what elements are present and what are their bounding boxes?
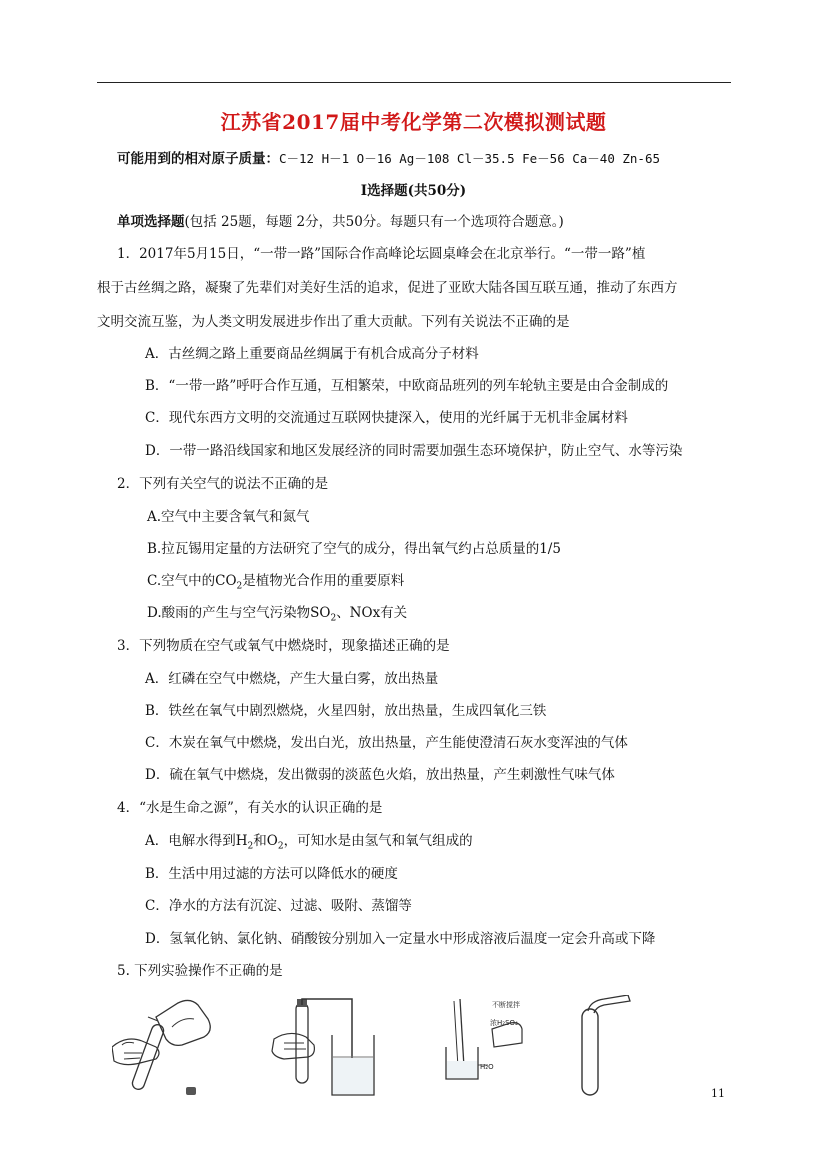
q2-option-d xyxy=(147,604,407,628)
q3-stem: 3．下列物质在空气或氧气中燃烧时，现象描述正确的是 xyxy=(117,638,450,654)
q3-option-a: A．红磷在空气中燃烧，产生大量白雾，放出热量 xyxy=(145,671,439,687)
q1-option-b: B．“一带一路”呼吁合作互通，互相繁荣，中欧商品班列的列车轮轨主要是由合金制成的 xyxy=(145,378,669,394)
page-number: 11 xyxy=(711,1087,725,1100)
q1-option-d: D．一带一路沿线国家和地区发展经济的同时需要加强生态环境保护，防止空气、水等污染 xyxy=(145,443,683,459)
q4-a-text-3: ，可知水是由氢气和氧气组成的 xyxy=(283,833,473,849)
q4-a-text-2: 和O xyxy=(253,833,278,849)
q4-option-d: D．氢氧化钠、氯化钠、硝酸铵分别加入一定量水中形成溶液后温度一定会升高或下降 xyxy=(145,931,656,947)
q5-stem: 5. 下列实验操作不正确的是 xyxy=(117,963,283,979)
atomic-mass-values: C－12 H－1 O－16 Ag－108 Cl－35.5 Fe－56 Ca－40 Zn-65 xyxy=(279,151,661,166)
q4-option-c: C．净水的方法有沉淀、过滤、吸附、蒸馏等 xyxy=(145,898,412,914)
label-acid: 浓H₂SO₄ xyxy=(490,1019,518,1027)
q1-option-c: C．现代东西方文明的交流通过互联网快捷深入，使用的光纤属于无机非金属材料 xyxy=(145,410,628,426)
atomic-mass-label: 可能用到的相对原子质量： xyxy=(117,151,279,167)
header-rule xyxy=(97,82,731,83)
q4-option-b: B．生活中用过滤的方法可以降低水的硬度 xyxy=(145,866,398,882)
q2-d-sub: 2 xyxy=(330,613,337,624)
page-title: 江苏省2017届中考化学第二次模拟测试题 xyxy=(220,110,607,134)
q2-stem: 2．下列有关空气的说法不正确的是 xyxy=(117,476,329,492)
fig-diluting-acid xyxy=(432,995,547,1105)
q2-option-a: A.空气中主要含氧气和氮气 xyxy=(147,509,310,525)
q4-option-a xyxy=(145,832,473,856)
fig-test-tube-heating xyxy=(570,995,650,1105)
q1-stem-line2: 根于古丝绸之路，凝聚了先辈们对美好生活的追求，促进了亚欧大陆各国互联互通，推动了东西方 xyxy=(97,280,678,296)
q1-option-a: A．古丝绸之路上重要商品丝绸属于有机合成高分子材料 xyxy=(145,346,479,362)
label-stir: 不断搅拌 xyxy=(492,1001,520,1009)
q4-a-sub2: 2 xyxy=(277,841,284,852)
label-water: H₂O xyxy=(480,1063,494,1071)
q2-option-c xyxy=(147,572,404,596)
q2-c-text-2: 是植物光合作用的重要原料 xyxy=(242,573,405,589)
q1-stem-line1: 1．2017年5月15日，“一带一路”国际合作高峰论坛圆桌峰会在北京举行。“一带一路”植 xyxy=(117,246,646,262)
q4-a-sub1: 2 xyxy=(247,841,254,852)
q3-option-b: B．铁丝在氧气中剧烈燃烧，火星四射，放出热量，生成四氧化三铁 xyxy=(145,703,547,719)
section-header: Ⅰ选择题(共50分) xyxy=(360,183,467,199)
fig-pouring-liquid xyxy=(112,995,227,1105)
atomic-mass-line xyxy=(117,150,660,168)
fig-airtightness-check xyxy=(270,995,390,1105)
q2-c-sub: 2 xyxy=(236,581,243,592)
instructions-label: 单项选择题 xyxy=(117,214,185,230)
q3-option-c: C．木炭在氧气中燃烧，发出白光，放出热量，产生能使澄清石灰水变浑浊的气体 xyxy=(145,735,628,751)
instructions xyxy=(117,213,564,231)
q2-d-text-2: 、NOx有关 xyxy=(336,605,408,621)
q4-stem: 4．“水是生命之源”，有关水的认识正确的是 xyxy=(117,800,383,816)
q1-stem-line3: 文明交流互鉴，为人类文明发展进步作出了重大贡献。下列有关说法不正确的是 xyxy=(97,314,570,330)
q2-c-text: C.空气中的CO xyxy=(147,573,237,589)
q2-d-text: D.酸雨的产生与空气污染物SO xyxy=(147,605,331,621)
instructions-text: (包括 25题，每题 2分，共50分。每题只有一个选项符合题意。) xyxy=(184,214,564,230)
q4-a-text: A．电解水得到H xyxy=(145,833,248,849)
q3-option-d: D．硫在氧气中燃烧，发出微弱的淡蓝色火焰，放出热量，产生刺激性气味气体 xyxy=(145,767,615,783)
q2-option-b: B.拉瓦锡用定量的方法研究了空气的成分，得出氧气约占总质量的1/5 xyxy=(147,541,561,557)
